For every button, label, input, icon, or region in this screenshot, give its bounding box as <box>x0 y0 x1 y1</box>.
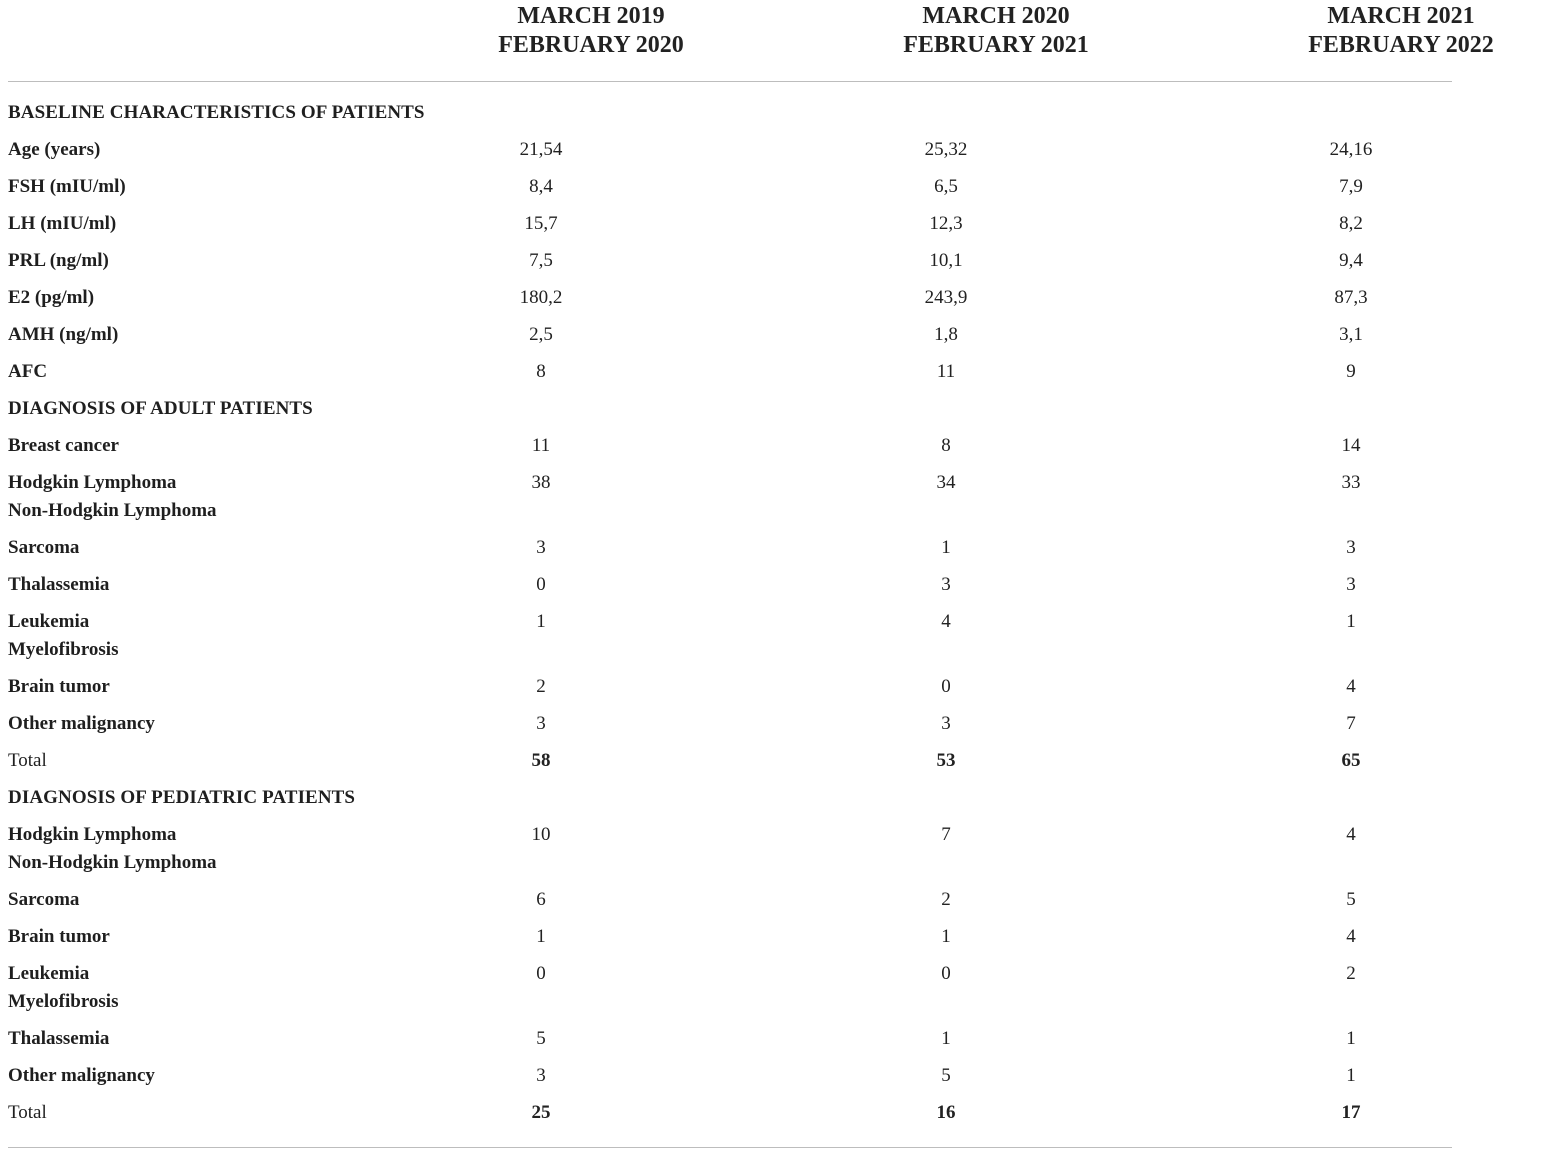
cell-value: 1 <box>1346 1028 1356 1049</box>
cell-value: 21,54 <box>519 139 563 160</box>
row-label <box>8 821 217 877</box>
table-row <box>0 130 1460 167</box>
row-label-line2: Myelofibrosis <box>8 991 119 1012</box>
row-label: AFC <box>8 361 48 382</box>
cell-value: 180,2 <box>519 287 563 308</box>
table-row <box>0 463 1460 528</box>
cell-value: 58 <box>531 750 551 771</box>
column-header-line1: MARCH 2020 <box>922 3 1070 29</box>
row-label: Brain tumor <box>8 926 110 947</box>
cell-value: 3 <box>1346 574 1356 595</box>
table-row <box>0 426 1460 463</box>
row-label: Sarcoma <box>8 537 80 558</box>
cell-value: 1,8 <box>934 324 958 345</box>
row-label: Other malignancy <box>8 713 155 734</box>
table-row <box>0 315 1460 352</box>
cell-value: 11 <box>531 435 551 456</box>
table-header <box>0 2 1494 74</box>
cell-value: 4 <box>1346 676 1356 697</box>
cell-value: 3 <box>536 713 546 734</box>
cell-value: 38 <box>531 472 551 493</box>
cell-value: 7 <box>1346 713 1356 734</box>
cell-value: 16 <box>936 1102 956 1123</box>
table-row <box>0 565 1460 602</box>
column-header-line2: FEBRUARY 2022 <box>1308 32 1494 58</box>
row-label: Total <box>8 750 47 771</box>
row-label: PRL (ng/ml) <box>8 250 109 271</box>
cell-value: 1 <box>1346 1065 1356 1086</box>
row-label: Brain tumor <box>8 676 110 697</box>
cell-value: 7,9 <box>1339 176 1363 197</box>
cell-value: 1 <box>941 537 951 558</box>
cell-value: 0 <box>536 963 546 984</box>
table-row <box>0 204 1460 241</box>
table-row <box>0 528 1460 565</box>
cell-value: 25 <box>531 1102 551 1123</box>
row-label: Thalassemia <box>8 574 110 595</box>
row-label: Sarcoma <box>8 889 80 910</box>
cell-value: 8,4 <box>529 176 553 197</box>
column-header-line2: FEBRUARY 2021 <box>903 32 1089 58</box>
row-label: AMH (ng/ml) <box>8 324 119 345</box>
cell-value: 0 <box>941 676 951 697</box>
row-label-line1: Hodgkin Lymphoma <box>8 472 177 493</box>
row-label: Age (years) <box>8 139 101 160</box>
cell-value: 2,5 <box>529 324 553 345</box>
section-heading: DIAGNOSIS OF ADULT PATIENTS <box>8 398 313 419</box>
cell-value: 243,9 <box>924 287 968 308</box>
cell-value: 3 <box>941 574 951 595</box>
cell-value: 1 <box>941 1028 951 1049</box>
cell-value: 15,7 <box>524 213 558 234</box>
cell-value: 10 <box>531 824 551 845</box>
table-row <box>0 352 1460 389</box>
cell-value: 0 <box>536 574 546 595</box>
row-label: LH (mIU/ml) <box>8 213 117 234</box>
row-label: FSH (mIU/ml) <box>8 176 126 197</box>
table-row <box>0 602 1460 667</box>
column-header-line2: FEBRUARY 2020 <box>498 32 684 58</box>
section-heading-row <box>0 389 1460 426</box>
row-label: E2 (pg/ml) <box>8 287 95 308</box>
cell-value: 8,2 <box>1339 213 1363 234</box>
cell-value: 7 <box>941 824 951 845</box>
column-header-2 <box>846 2 1146 60</box>
row-label: Breast cancer <box>8 435 119 456</box>
table-row <box>0 815 1460 880</box>
cell-value: 33 <box>1341 472 1361 493</box>
column-header-1 <box>441 2 741 60</box>
row-label-line2: Non-Hodgkin Lymphoma <box>8 852 217 873</box>
row-label-line1: Leukemia <box>8 611 90 632</box>
cell-value: 3 <box>536 1065 546 1086</box>
cell-value: 12,3 <box>929 213 963 234</box>
cell-value: 7,5 <box>529 250 553 271</box>
cell-value: 53 <box>936 750 956 771</box>
cell-value: 4 <box>1346 926 1356 947</box>
row-label: Total <box>8 1102 47 1123</box>
cell-value: 3 <box>536 537 546 558</box>
cell-value: 0 <box>941 963 951 984</box>
section-heading-row <box>0 778 1460 815</box>
row-label-line2: Myelofibrosis <box>8 639 119 660</box>
row-label: Other malignancy <box>8 1065 155 1086</box>
cell-value: 1 <box>1346 611 1356 632</box>
cell-value: 17 <box>1341 1102 1361 1123</box>
table-row <box>0 241 1460 278</box>
cell-value: 5 <box>1346 889 1356 910</box>
cell-value: 8 <box>536 361 546 382</box>
cell-value: 3 <box>941 713 951 734</box>
cell-value: 6 <box>536 889 546 910</box>
cell-value: 65 <box>1341 750 1361 771</box>
total-row <box>0 741 1460 778</box>
cell-value: 3,1 <box>1339 324 1363 345</box>
header-divider <box>8 81 1452 82</box>
cell-value: 1 <box>536 926 546 947</box>
cell-value: 4 <box>1346 824 1356 845</box>
table-row <box>0 1056 1460 1093</box>
cell-value: 14 <box>1341 435 1361 456</box>
cell-value: 1 <box>941 926 951 947</box>
total-row <box>0 1093 1460 1130</box>
table-row <box>0 917 1460 954</box>
cell-value: 4 <box>941 611 951 632</box>
section-heading: DIAGNOSIS OF PEDIATRIC PATIENTS <box>8 787 356 808</box>
column-header-3 <box>1251 2 1551 60</box>
row-label-line1: Leukemia <box>8 963 90 984</box>
column-header-line1: MARCH 2021 <box>1327 3 1475 29</box>
row-label <box>8 608 118 664</box>
column-header-line1: MARCH 2019 <box>517 3 665 29</box>
cell-value: 2 <box>1346 963 1356 984</box>
cell-value: 9,4 <box>1339 250 1363 271</box>
row-label <box>8 469 217 525</box>
section-heading-row <box>0 93 1460 130</box>
cell-value: 1 <box>536 611 546 632</box>
bottom-divider <box>8 1147 1452 1148</box>
table-row <box>0 667 1460 704</box>
row-label <box>8 960 118 1016</box>
cell-value: 2 <box>536 676 546 697</box>
row-label-line1: Hodgkin Lymphoma <box>8 824 177 845</box>
cell-value: 9 <box>1346 361 1356 382</box>
cell-value: 25,32 <box>924 139 968 160</box>
cell-value: 3 <box>1346 537 1356 558</box>
table-row <box>0 167 1460 204</box>
section-heading: BASELINE CHARACTERISTICS OF PATIENTS <box>8 102 425 123</box>
cell-value: 5 <box>941 1065 951 1086</box>
row-label: Thalassemia <box>8 1028 110 1049</box>
row-label-line2: Non-Hodgkin Lymphoma <box>8 500 217 521</box>
table-row <box>0 704 1460 741</box>
table-row <box>0 880 1460 917</box>
cell-value: 2 <box>941 889 951 910</box>
cell-value: 6,5 <box>934 176 958 197</box>
table-row <box>0 1019 1460 1056</box>
table-body <box>0 93 1460 1130</box>
cell-value: 5 <box>536 1028 546 1049</box>
table-row <box>0 954 1460 1019</box>
table-row <box>0 278 1460 315</box>
cell-value: 10,1 <box>929 250 963 271</box>
cell-value: 11 <box>936 361 956 382</box>
cell-value: 87,3 <box>1334 287 1368 308</box>
cell-value: 34 <box>936 472 956 493</box>
cell-value: 8 <box>941 435 951 456</box>
cell-value: 24,16 <box>1329 139 1373 160</box>
